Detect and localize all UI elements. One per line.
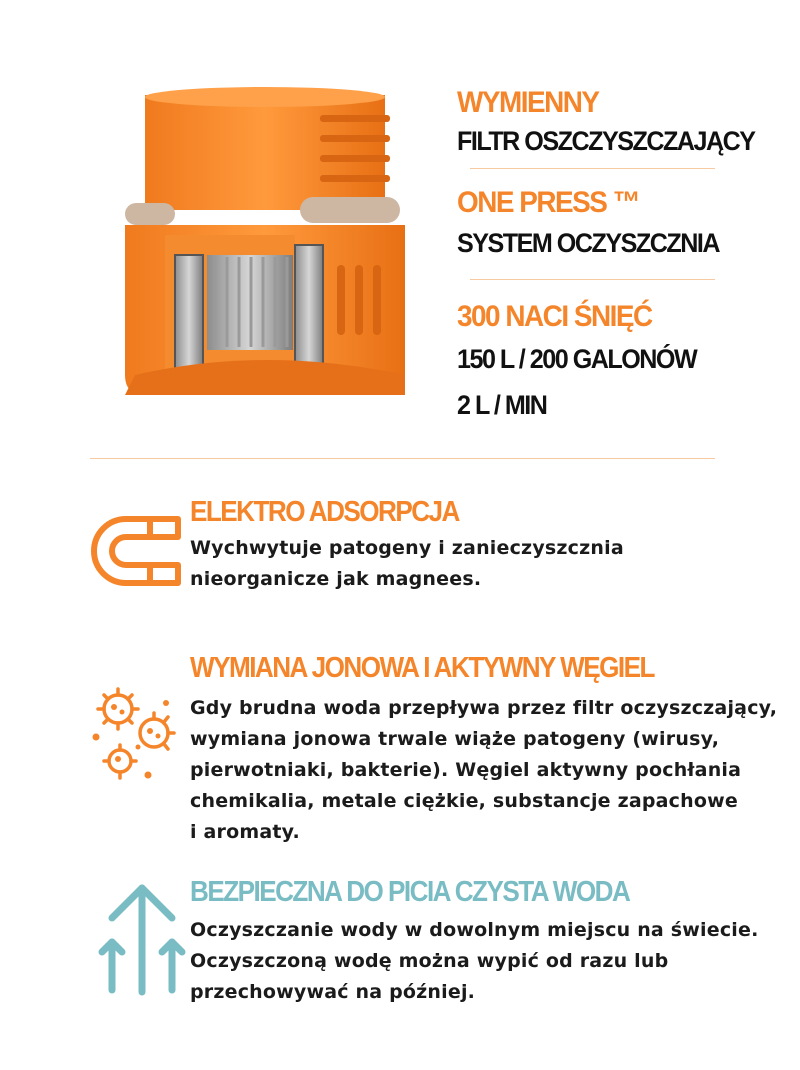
feature-text-electro-adsorption: Wychwytuje patogeny i zanieczyszcznia nieorganicze jak magnees.	[190, 537, 624, 590]
bacteria-icon	[88, 685, 186, 785]
magnet-icon	[90, 515, 182, 587]
feature-text-ion-exchange: Gdy brudna woda przepływa przez filtr oczyszczający, wymiana jonowa trwale wiąże patogeny (wirusy, pierwotniaki, bakterie). Węgiel aktywny pochłania chemikalia, metale ciężkie, substancje zapachowe i aromaty.	[190, 697, 778, 843]
section-divider	[90, 458, 715, 459]
spec-subtitle-2: SYSTEM OCZYSZCZNIA	[457, 228, 719, 258]
divider	[470, 279, 715, 280]
divider	[470, 168, 715, 169]
feature-title-safe-water: BEZPIECZNA DO PICIA CZYSTA WODA	[190, 876, 630, 908]
spec-title-2: ONE PRESS ™	[457, 186, 640, 219]
spec-title-3: 300 NACI ŚNIĘĆ	[457, 300, 652, 333]
feature-text-safe-water: Oczyszczanie wody w dowolnym miejscu na świecie. Oczyszczoną wodę można wypić od razu lub przechowywać na później.	[190, 919, 759, 1003]
spec-subtitle-1: FILTR OSZCZYSZCZAJĄCY	[457, 126, 755, 156]
upward-arrows-icon	[98, 878, 186, 998]
filter-cartridge-image	[115, 85, 415, 425]
spec-flow-rate: 2 L / MIN	[457, 390, 547, 420]
spec-title-1: WYMIENNY	[457, 86, 599, 119]
feature-title-ion-exchange: WYMIANA JONOWA I AKTYWNY WĘGIEL	[190, 652, 654, 684]
feature-title-electro-adsorption: ELEKTRO ADSORPCJA	[190, 496, 459, 528]
spec-capacity: 150 L / 200 GALONÓW	[457, 344, 697, 374]
